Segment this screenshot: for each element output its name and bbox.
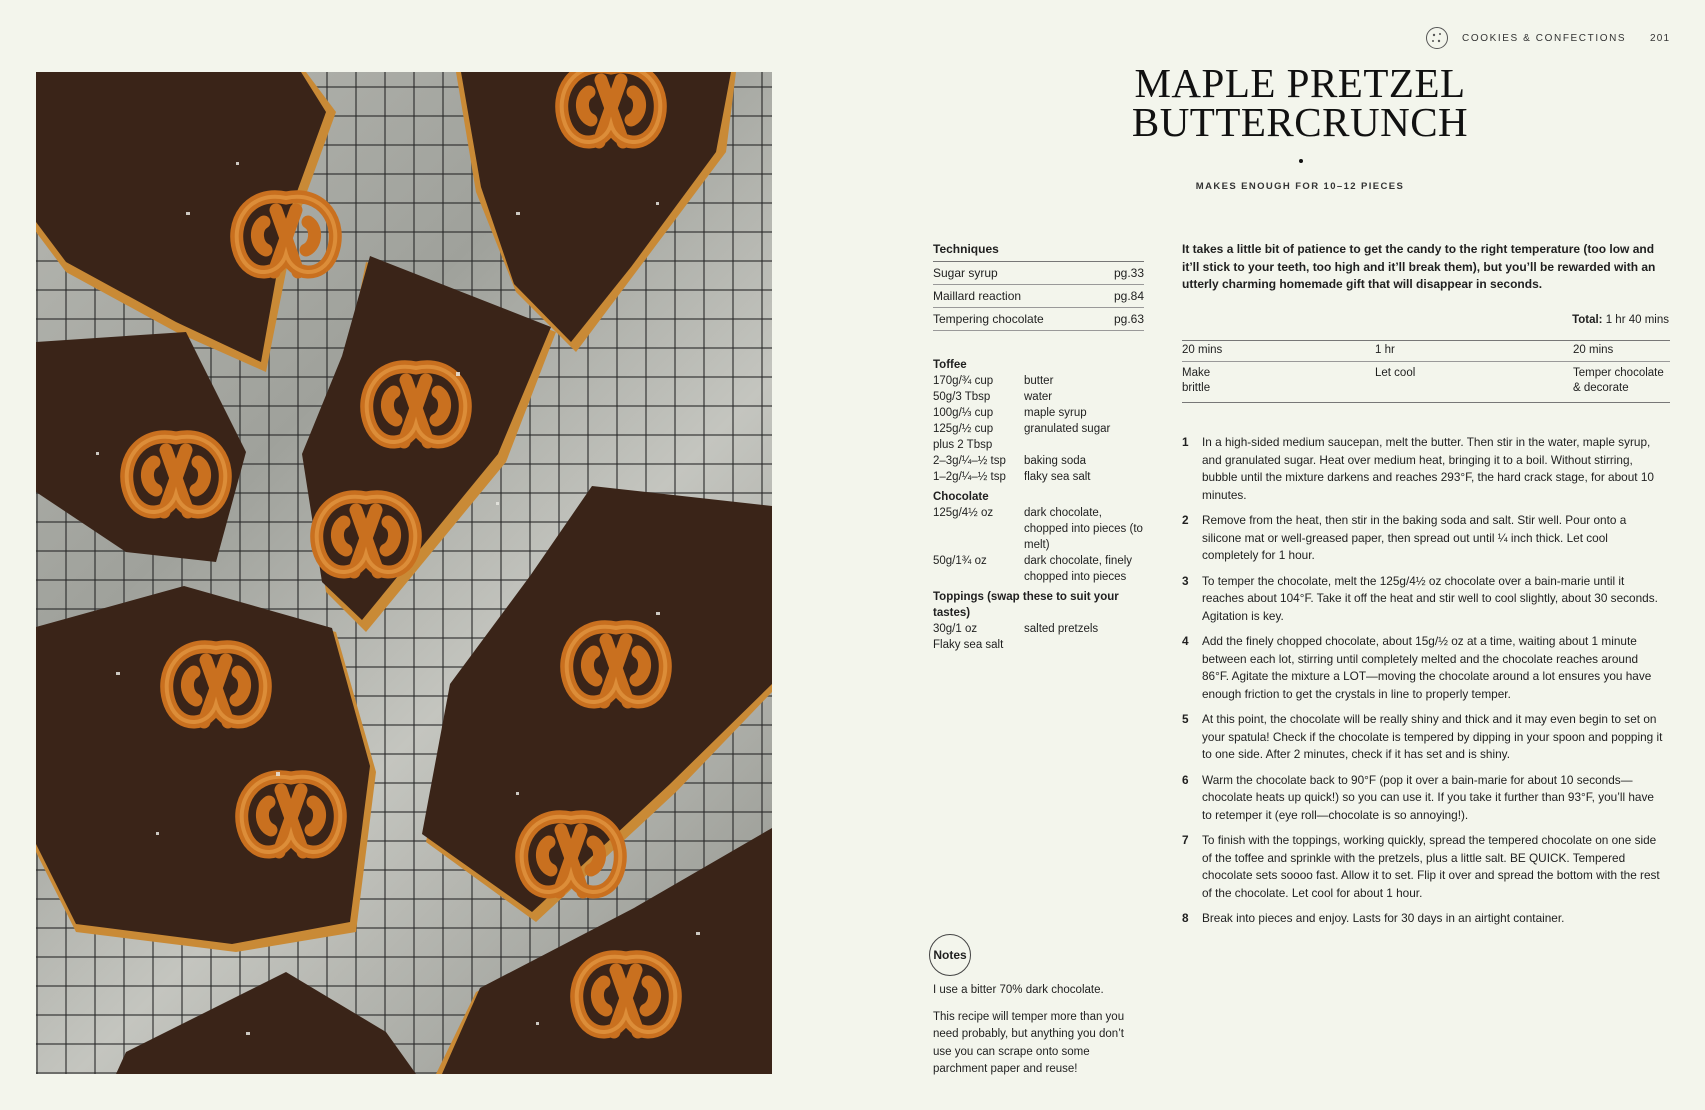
page-number: 201 xyxy=(1650,33,1671,44)
ingredient-quantity: 1–2g/¼–½ tsp xyxy=(933,471,1006,483)
timing-durations-row xyxy=(1182,340,1670,362)
ingredient-name: dark chocolate, finely chopped into pieces xyxy=(1024,555,1133,583)
technique-page: pg.63 xyxy=(1113,312,1144,326)
timing-duration: 20 mins xyxy=(1182,344,1223,356)
ingredient-row xyxy=(933,553,1148,585)
recipe-intro: It takes a little bit of patience to get the candy to the right temperature (too low and it’ll stick to your teeth, too high and it’ll break them), but you’ll be rewarded with an utterly charming homemade gift that will disappear in seconds. xyxy=(1182,242,1656,291)
total-time xyxy=(1572,314,1669,326)
timing-duration: 1 hr xyxy=(1375,344,1395,356)
ingredient-group-title: Chocolate xyxy=(933,491,989,503)
ingredient-row xyxy=(933,621,1148,637)
ingredient-quantity: 100g/⅓ cup xyxy=(933,407,994,419)
step-item xyxy=(1182,633,1666,703)
ingredient-row xyxy=(933,505,1148,553)
ingredient-row xyxy=(933,469,1148,485)
ingredient-row xyxy=(933,421,1148,437)
ingredients-list xyxy=(933,357,1148,653)
notes-badge: Notes xyxy=(929,934,971,976)
recipe-yield: MAKES ENOUGH FOR 10–12 PIECES xyxy=(1195,181,1405,192)
ingredient-name: flaky sea salt xyxy=(1024,471,1091,483)
step-text: Add the finely chopped chocolate, about 15g/½ oz at a time, waiting about 1 minute between each lot, stirring until completely melted and the chocolate reaches around 86°F. Agitate the mixture a LOT—moving the chocolate around a lot ensures you have enough friction to get the crystals in line to properly temper. xyxy=(1202,634,1652,701)
techniques-table xyxy=(933,242,1144,331)
step-text: To finish with the toppings, working quickly, spread the tempered chocolate on one side of the toffee and sprinkle with the pretzels, plus a little salt. BE QUICK. Tempered chocolate sets soooo fast. Allow it to set. Flip it over and spread the bottom with the rest of the chocolate. Let cool for about 1 hour. xyxy=(1202,833,1660,900)
ingredient-row xyxy=(933,453,1148,469)
ingredient-quantity: 170g/¾ cup xyxy=(933,375,994,387)
timing-table xyxy=(1182,340,1670,403)
step-number: 5 xyxy=(1182,712,1189,726)
ingredient-name: salted pretzels xyxy=(1024,623,1099,635)
step-item xyxy=(1182,512,1666,565)
ingredient-row xyxy=(933,389,1148,405)
ingredient-name: granulated sugar xyxy=(1024,423,1111,435)
ingredient-quantity: 2–3g/¼–½ tsp xyxy=(933,455,1006,467)
step-text: To temper the chocolate, melt the 125g/4½ oz chocolate over a bain-marie until it reaches about 104°F. Take it off the heat and stir well to cool slightly, about 30 seconds. Agitation is key. xyxy=(1202,573,1658,623)
ingredient-quantity: plus 2 Tbsp xyxy=(933,439,993,451)
ingredient-name: dark chocolate, chopped into pieces (to melt) xyxy=(1024,507,1143,551)
timing-task: Temper chocolate & decorate xyxy=(1573,367,1664,394)
recipe-photo xyxy=(36,72,772,1074)
ingredient-name: baking soda xyxy=(1024,455,1087,467)
ingredient-name: butter xyxy=(1024,375,1054,387)
step-text: Break into pieces and enjoy. Lasts for 30 days in an airtight container. xyxy=(1202,911,1565,925)
ingredient-name: water xyxy=(1024,391,1053,403)
ingredient-name xyxy=(1024,437,1148,453)
ingredient-quantity: 50g/3 Tbsp xyxy=(933,391,991,403)
technique-page: pg.84 xyxy=(1113,289,1144,303)
technique-name: Tempering chocolate xyxy=(933,312,1044,326)
ingredient-group-title: Toppings (swap these to suit your tastes) xyxy=(933,591,1119,619)
techniques-heading: Techniques xyxy=(933,242,1144,262)
ingredient-quantity: 30g/1 oz xyxy=(933,623,978,635)
step-item xyxy=(1182,772,1666,825)
technique-row[interactable] xyxy=(933,308,1144,331)
step-item xyxy=(1182,434,1666,504)
ingredient-quantity: Flaky sea salt xyxy=(933,639,1004,651)
step-item xyxy=(1182,573,1666,626)
step-text: Warm the chocolate back to 90°F (pop it over a bain-marie for about 10 seconds—chocolate heats up quick!) so you can use it. If you take it further than 93°F, you’ll have to retemper it (eye roll—chocolate is so annoying!). xyxy=(1202,772,1654,822)
section-name: COOKIES & CONFECTIONS xyxy=(1462,33,1627,44)
step-number: 7 xyxy=(1182,833,1189,847)
step-number: 8 xyxy=(1182,911,1189,925)
technique-name: Maillard reaction xyxy=(933,289,1022,303)
step-number: 3 xyxy=(1182,573,1189,588)
step-item xyxy=(1182,711,1666,764)
step-item xyxy=(1182,910,1666,928)
method-steps xyxy=(1182,434,1666,936)
step-number: 2 xyxy=(1182,513,1189,527)
timing-task: Let cool xyxy=(1375,367,1416,379)
timing-task: Make brittle xyxy=(1182,367,1211,394)
title-divider-dot xyxy=(1299,159,1303,163)
step-text: Remove from the heat, then stir in the baking soda and salt. Stir well. Pour onto a silicone mat or well-greased paper, then spread out until ¼ inch thick. Let cool completely for 1 hour. xyxy=(1202,513,1627,562)
technique-row[interactable] xyxy=(933,262,1144,285)
recipe-title xyxy=(1110,60,1490,145)
ingredient-name: maple syrup xyxy=(1024,407,1087,419)
total-time-value: 1 hr 40 mins xyxy=(1605,314,1669,326)
technique-name: Sugar syrup xyxy=(933,266,998,280)
total-time-label: Total: xyxy=(1572,314,1603,326)
step-number: 4 xyxy=(1182,634,1189,648)
chocolate-shard xyxy=(116,972,416,1074)
technique-page: pg.33 xyxy=(1113,266,1144,280)
step-number: 6 xyxy=(1182,772,1189,787)
step-number: 1 xyxy=(1182,435,1189,449)
ingredient-row xyxy=(933,637,1148,653)
note-text: I use a bitter 70% dark chocolate. xyxy=(933,984,1104,996)
ingredient-name xyxy=(1024,637,1148,653)
ingredient-row xyxy=(933,405,1148,421)
timing-tasks-row xyxy=(1182,362,1670,403)
buttercrunch-illustration xyxy=(36,72,772,1074)
timing-duration: 20 mins xyxy=(1573,344,1614,356)
ingredient-row xyxy=(933,373,1148,389)
cookie-icon xyxy=(1425,26,1449,50)
title-line-1: MAPLE PRETZEL xyxy=(1134,60,1466,106)
ingredient-quantity: 125g/½ cup xyxy=(933,423,994,435)
step-text: At this point, the chocolate will be really shiny and thick and it may even begin to set on your spatula! Check if the chocolate is tempered by dipping in your spoon and popping it to one side. After 2 minutes, check if it has set and is shiny. xyxy=(1202,712,1663,761)
ingredient-quantity: 125g/4½ oz xyxy=(933,507,994,519)
technique-row[interactable] xyxy=(933,285,1144,308)
notes-section xyxy=(933,982,1138,1088)
step-text: In a high-sided medium saucepan, melt the butter. Then stir in the water, maple syrup, and granulated sugar. Heat over medium heat, bringing it to a boil. Without stirring, bubble until the mixture darkens and reaches 293°F, the hard crack stage, for about 10 minutes. xyxy=(1202,435,1654,502)
ingredient-row xyxy=(933,437,1148,453)
ingredient-quantity: 50g/1¾ oz xyxy=(933,555,987,567)
step-item xyxy=(1182,832,1666,902)
title-line-2: BUTTERCRUNCH xyxy=(1131,99,1469,145)
note-text: This recipe will temper more than you need probably, but anything you don’t use you can scrape onto some parchment paper and reuse! xyxy=(933,1010,1125,1075)
ingredient-group-title: Toffee xyxy=(933,359,967,371)
